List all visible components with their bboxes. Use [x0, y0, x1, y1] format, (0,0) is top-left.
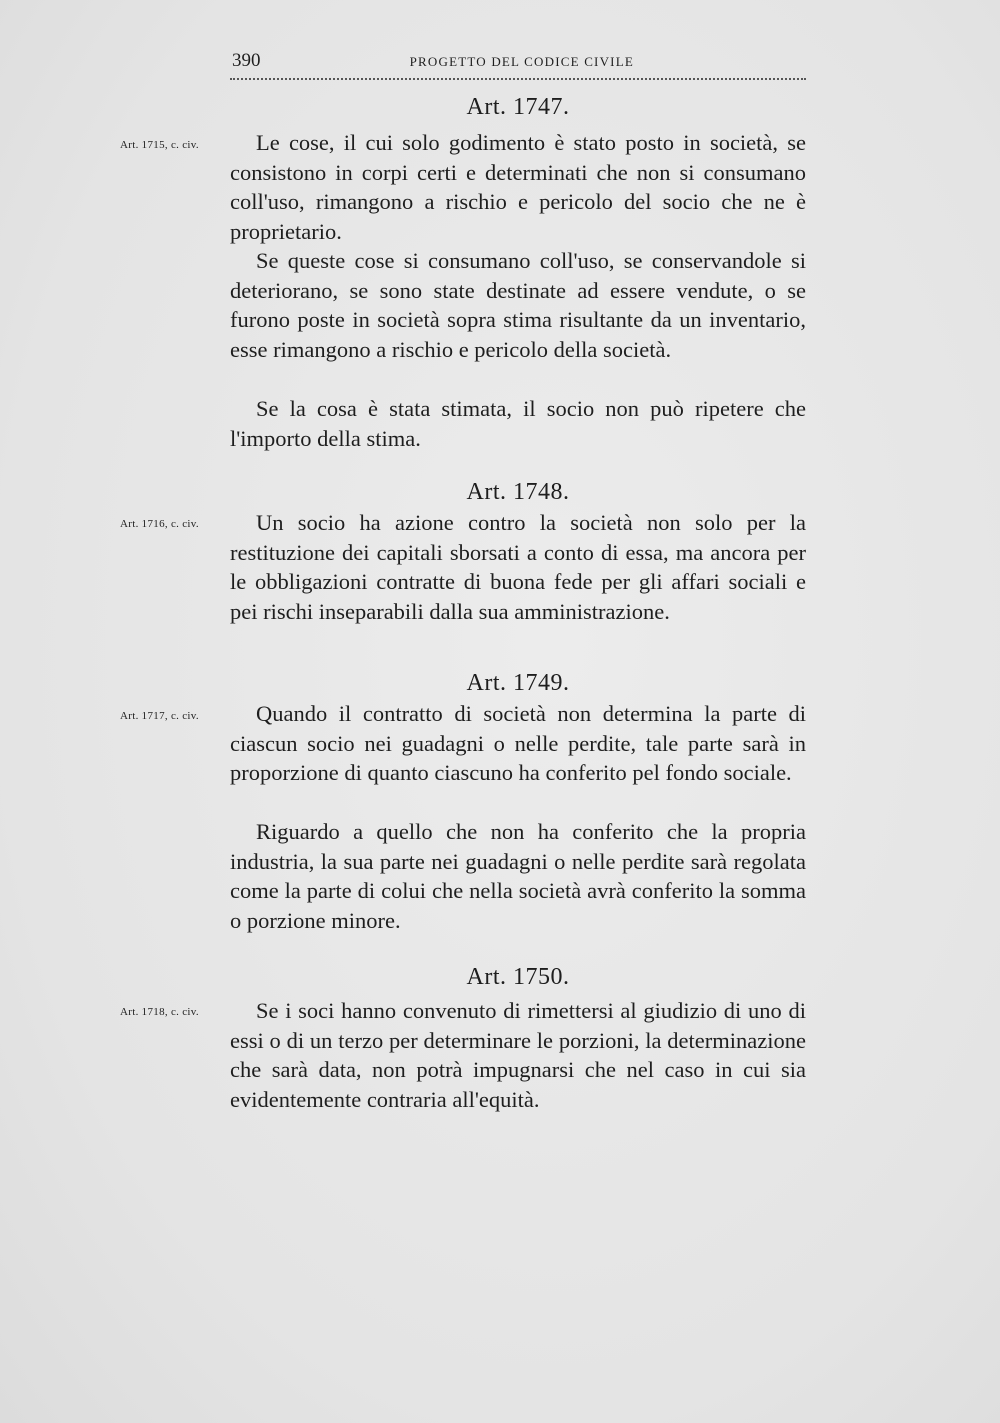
article-heading: Art. 1747. — [466, 94, 570, 120]
article-heading: Art. 1748. — [466, 479, 570, 505]
page-number: 390 — [232, 50, 261, 71]
running-title: PROGETTO DEL CODICE CIVILE — [409, 54, 634, 69]
article-paragraph: Se queste cose si consumano coll'uso, se conservandole si deteriorano, se sono state destinate ad essere vendute, o se furono poste in società sopra stima risultante da un inventario, esse rimangono a rischio e pericolo della società. — [230, 248, 806, 362]
margin-note: Art. 1715, c. civ. — [120, 139, 199, 151]
article-paragraph: Quando il contratto di società non determina la parte di ciascun socio nei guadagni o nelle perdite, tale parte sarà in proporzione di quanto ciascuno ha conferito pel fondo sociale. — [230, 701, 806, 785]
article-paragraph: Un socio ha azione contro la società non solo per la restituzione dei capitali sborsati a conto di essa, ma ancora per le obbligazioni contratte di buona fede per gli affari sociali e pei rischi inseparabili dalla sua amministrazione. — [230, 510, 806, 624]
article-heading: Art. 1750. — [466, 964, 570, 990]
page-header — [230, 50, 806, 80]
article-paragraph: Se la cosa è stata stimata, il socio non può ripetere che l'importo della stima. — [230, 396, 806, 451]
article-heading: Art. 1749. — [466, 670, 570, 696]
margin-note: Art. 1717, c. civ. — [120, 710, 199, 722]
margin-note: Art. 1716, c. civ. — [120, 518, 199, 530]
article-paragraph: Le cose, il cui solo godimento è stato posto in società, se consistono in corpi certi e determinati che non si consumano coll'uso, rimangono a rischio e pericolo del socio che ne è proprietario. — [230, 130, 806, 244]
article-paragraph: Riguardo a quello che non ha conferito che la propria industria, la sua parte nei guadagni o nelle perdite sarà regolata come la parte di colui che nella società avrà conferito la somma o porzione minore. — [230, 819, 806, 933]
article-paragraph: Se i soci hanno convenuto di rimettersi al giudizio di uno di essi o di un terzo per determinare le porzioni, la determinazione che sarà data, non potrà impugnarsi che nel caso in cui sia evidentemente contraria all'equità. — [230, 998, 806, 1112]
margin-note: Art. 1718, c. civ. — [120, 1006, 199, 1018]
